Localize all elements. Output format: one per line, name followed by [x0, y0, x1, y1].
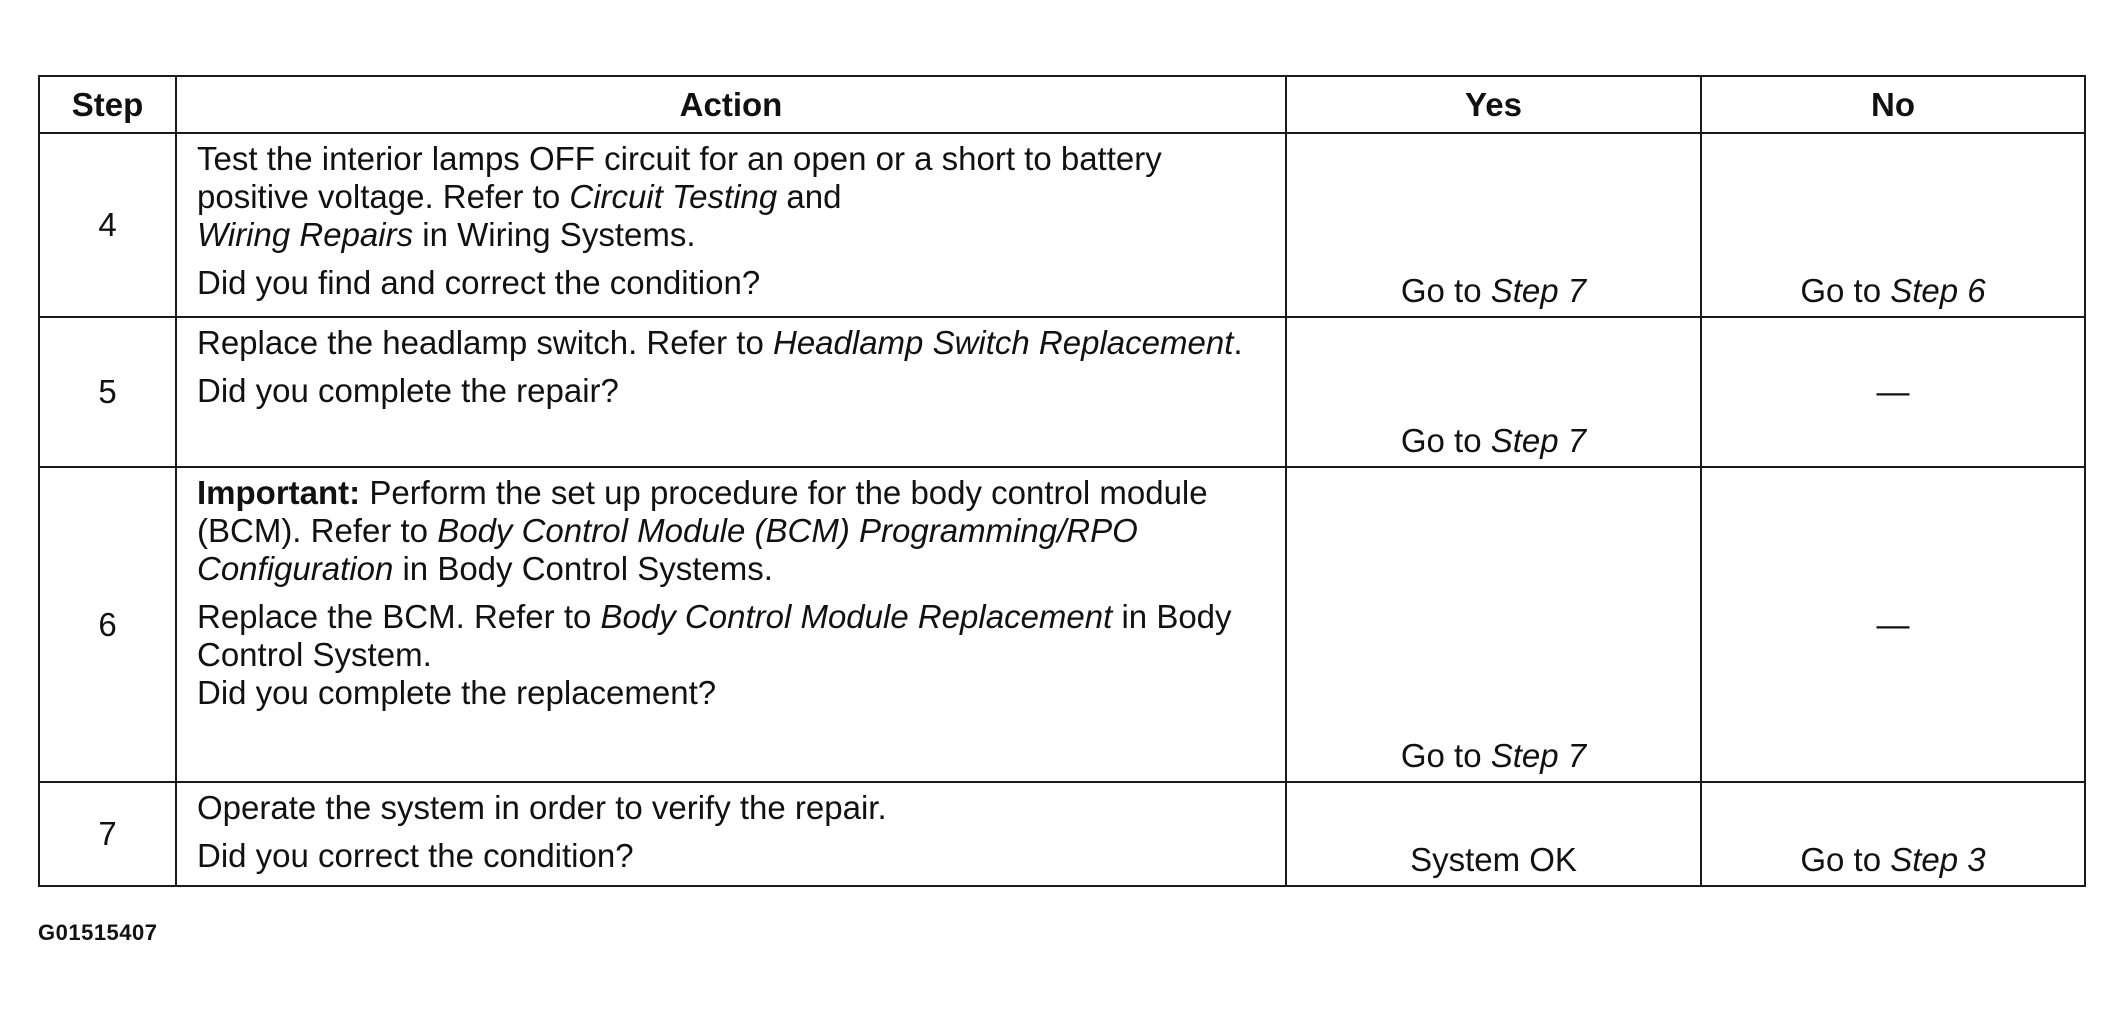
action-text: Test the interior lamps OFF circuit for an open or a short to battery positive voltage. Refer to: [197, 140, 1162, 215]
header-yes: Yes: [1286, 76, 1701, 133]
header-action: Action: [176, 76, 1286, 133]
reference-link[interactable]: Body Control Module (BCM) Programming/RPO Configuration: [197, 512, 1138, 587]
action-paragraph: [197, 324, 1271, 362]
action-text: .: [1233, 324, 1243, 361]
step-link[interactable]: Step 7: [1490, 422, 1587, 459]
reference-link[interactable]: Headlamp Switch Replacement: [772, 324, 1234, 361]
step-number: 4: [39, 133, 176, 317]
no-result: Go to Step 3: [1701, 782, 2085, 886]
action-text: in Wiring Systems.: [413, 216, 696, 253]
action-question: Did you correct the condition?: [197, 837, 634, 874]
step-link[interactable]: Step 3: [1890, 841, 1986, 878]
reference-link[interactable]: Body Control Module Replacement: [600, 598, 1113, 635]
action-question: Did you find and correct the condition?: [197, 264, 761, 301]
reference-link[interactable]: Circuit Testing: [569, 178, 778, 215]
figure-id: G01515407: [38, 920, 158, 945]
action-cell: [176, 467, 1286, 782]
yes-result: System OK: [1286, 782, 1701, 886]
no-result: Go to Step 6: [1701, 133, 2085, 317]
step-number: 6: [39, 467, 176, 782]
action-text: in Body Control System.: [197, 598, 1232, 673]
action-question: Did you complete the replacement?: [197, 674, 717, 711]
diagnostic-table: [38, 75, 2086, 887]
action-cell: [176, 317, 1286, 467]
no-result-dash: —: [1701, 467, 2085, 782]
header-no: No: [1701, 76, 2085, 133]
action-text: in Body Control Systems.: [393, 550, 773, 587]
reference-link[interactable]: Wiring Repairs: [197, 216, 414, 253]
step-number: 5: [39, 317, 176, 467]
yes-result: Go to Step 7: [1286, 467, 1701, 782]
action-text: Replace the BCM. Refer to: [197, 598, 601, 635]
action-cell: [176, 133, 1286, 317]
step-number: 7: [39, 782, 176, 886]
action-text: and: [777, 178, 842, 215]
important-label: Important:: [197, 474, 361, 511]
action-text: Perform the set up procedure for the body control module (BCM). Refer to: [197, 474, 1208, 549]
action-text: Replace the headlamp switch. Refer to: [197, 324, 773, 361]
header-row: [39, 76, 2085, 133]
no-result-dash: —: [1701, 317, 2085, 467]
step-link[interactable]: Step 7: [1490, 272, 1587, 309]
action-paragraph: [197, 598, 1271, 674]
action-paragraph: Operate the system in order to verify the repair.: [197, 789, 887, 826]
step-link[interactable]: Step 6: [1890, 272, 1986, 309]
table-row: [39, 467, 2085, 782]
table-row: [39, 133, 2085, 317]
header-step: Step: [39, 76, 176, 133]
yes-result: Go to Step 7: [1286, 133, 1701, 317]
yes-result: Go to Step 7: [1286, 317, 1701, 467]
action-question: Did you complete the repair?: [197, 372, 619, 409]
step-link[interactable]: Step 7: [1490, 737, 1587, 774]
action-paragraph: [197, 140, 1271, 254]
table-row: [39, 317, 2085, 467]
action-cell: [176, 782, 1286, 886]
action-paragraph: [197, 474, 1271, 588]
table-row: [39, 782, 2085, 886]
